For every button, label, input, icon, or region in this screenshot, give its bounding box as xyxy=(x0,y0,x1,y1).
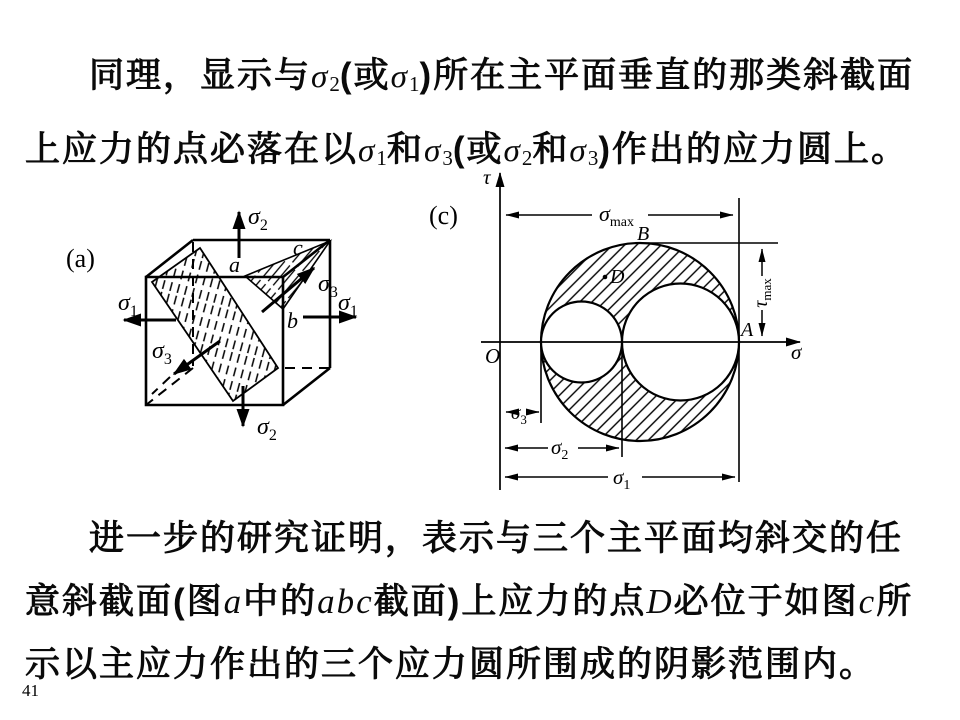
text-line: 意斜截面(图a中的abc截面)上应力的点D必位于如图c所 xyxy=(25,582,914,621)
sigma2-label-bottom: $\sigma_2$ xyxy=(257,414,277,444)
point-A-label: A xyxy=(741,319,754,341)
figure-a-stress-cube xyxy=(58,195,370,447)
point-D-label: D xyxy=(610,266,625,288)
text-line: 同理，显示与σ2(或σ1)所在主平面垂直的那类斜截面 xyxy=(89,56,915,96)
sigma-max-label: $\sigma_{max}$ xyxy=(599,201,634,230)
sigma1-dim-label: $\sigma_1$ xyxy=(613,465,631,493)
tau-max-label: $\tau_{max}$ xyxy=(750,278,774,308)
figure-a-caption: (a) xyxy=(66,244,95,273)
text-line: 上应力的点必落在以σ1和σ3(或σ2和σ3)作出的应力圆上。 xyxy=(25,129,908,170)
point-a-label: a xyxy=(229,252,240,277)
sigma2-dim-label: $\sigma_2$ xyxy=(551,435,569,463)
sigma3-label-lower-left: $\sigma_3$ xyxy=(152,338,172,368)
sigma1-label-left: $\sigma_1$ xyxy=(118,290,138,320)
sigma3-label-upper-right: $\sigma_3$ xyxy=(318,271,338,301)
origin-label: O xyxy=(485,344,501,368)
page-number: 41 xyxy=(22,681,39,700)
point-D-dot xyxy=(603,275,608,280)
tau-axis-label: τ xyxy=(483,165,491,189)
figure-c-mohr-circles xyxy=(422,162,858,498)
point-b-label: b xyxy=(287,308,298,333)
sigma1-label-right: $\sigma_1$ xyxy=(338,290,358,320)
sigma3-dim-label: $\sigma_3$ xyxy=(511,403,527,427)
sigma2-label-top: $\sigma_2$ xyxy=(248,204,268,234)
sigma-axis-label: σ xyxy=(791,340,802,364)
point-c-label: c xyxy=(293,235,303,260)
paragraph-bottom xyxy=(25,507,937,696)
text-line: 示以主应力作出的三个应力圆所围成的阴影范围内。 xyxy=(25,645,877,684)
point-B-label: B xyxy=(637,223,650,245)
figure-c-caption: (c) xyxy=(429,201,458,230)
text-line: 进一步的研究证明，表示与三个主平面均斜交的任 xyxy=(89,519,904,558)
